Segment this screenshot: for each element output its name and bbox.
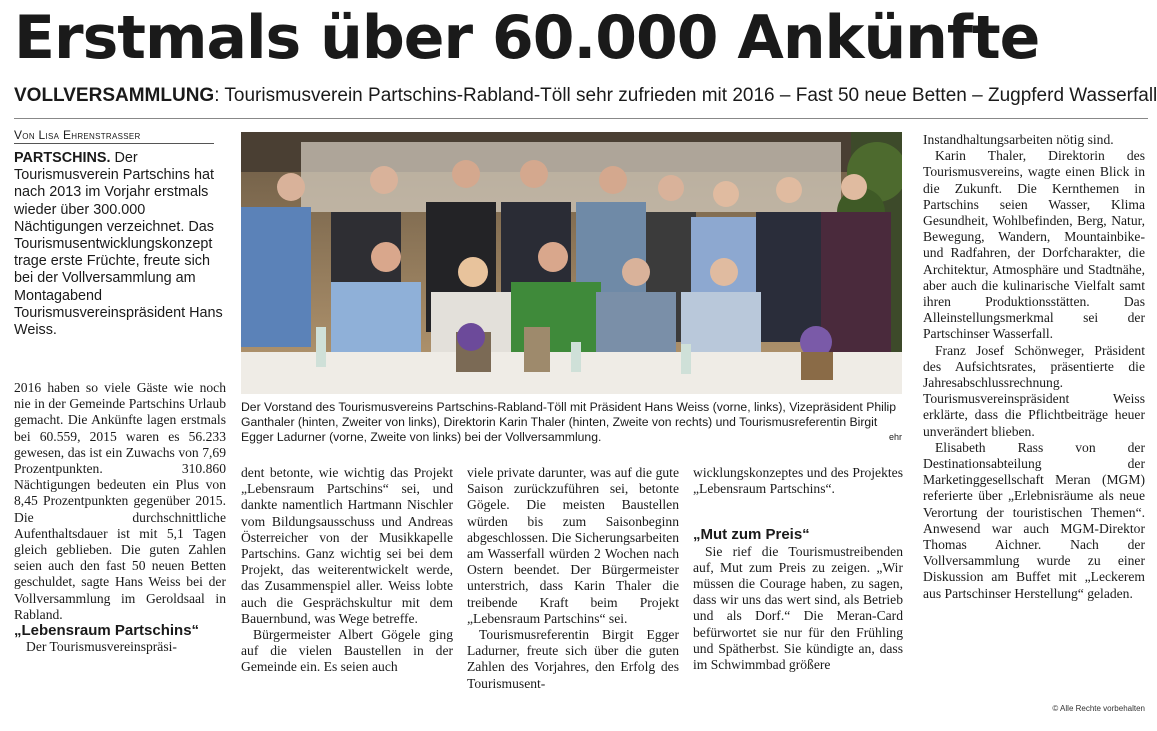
col5-paragraph-3: Franz Josef Schönweger, Präsident des Aufsichtsrates, präsentierte die Jahresabschlussrechnung. Tourismusvereinspräsident Weiss erklärte, dass die Pflichtbeiträge heuer unverändert blieben.	[923, 342, 1145, 439]
col5-paragraph-1: Instandhaltungsarbeiten nötig sind.	[923, 132, 1114, 147]
col5-paragraph-4: Elisabeth Rass von der Destinationsabteilung der Marketinggesellschaft Meran (MGM) referierte über „Erlebnisräume als neue Verortung der touristischen Themen“. Anwesend war auch MGM-Direktor Thomas Aichner. Nach der Vollversammlung wurde zu einer Diskussion am Buffet mit „Leckerem aus Partschinser Herstellung“ geladen.	[923, 439, 1145, 601]
col3-paragraph-2: Tourismusreferentin Birgit Egger Ladurner, freute sich über die guten Zahlen des Vorjahres, den Erfolg des Tourismusent-	[467, 627, 679, 691]
dateline: PARTSCHINS.	[14, 150, 111, 166]
column-5	[923, 132, 1145, 602]
col3-paragraph-1: viele private darunter, was auf die gute Saison zurückzuführen sei, betonte Gögele. Die meisten Baustellen würden bis zum Saisonbeginn abgeschlossen. Die Sicherungsarbeiten am Wasserfall würden 2 Wochen nach Ostern beendet. Der Bürgermeister unterstrich, dass Karin Thaler die treibende Kraft beim Projekt „Lebensraum Partschins“ sei.	[467, 465, 679, 626]
group-photo-illustration	[241, 132, 902, 394]
col1-intertitle: „Lebensraum Partschins“	[14, 622, 200, 640]
subhead-text: : Tourismusverein Partschins-Rabland-Töll sehr zufrieden mit 2016 – Fast 50 neue Betten – Zugpferd Wasserfall	[214, 85, 1157, 106]
photo-credit: ehr	[888, 432, 902, 442]
col4-paragraph-1: wicklungskonzeptes und des Projektes „Lebensraum Partschins“.	[693, 465, 903, 497]
subhead-kicker: VOLLVERSAMMLUNG	[14, 85, 215, 106]
author-byline: Von Lisa Ehrenstrasser	[14, 128, 214, 144]
header-rule	[14, 118, 1148, 119]
copyright-notice: © Alle Rechte vorbehalten	[1052, 704, 1145, 713]
photo-caption	[241, 400, 902, 445]
col2-paragraph-2: Bürgermeister Albert Gögele ging auf die vielen Baustellen in der Gemeinde ein. Es seien auch	[241, 627, 453, 675]
col4-intertitle: „Mut zum Preis“	[693, 526, 810, 544]
headline: Erstmals über 60.000 Ankünfte	[14, 3, 1040, 73]
lead-paragraph	[14, 150, 226, 339]
column-4	[693, 465, 903, 673]
column-2	[241, 465, 453, 676]
col1-paragraph-2: Der Tourismusvereinspräsi-	[26, 639, 177, 655]
col1-paragraph-1: 2016 haben so viele Gäste wie noch nie in der Gemeinde Partschins Urlaub gemacht. Die Ankünfte lagen erstmals bei 60.559, 2015 waren es 56.233 gewesen, das ist ein Zuwachs von 7,69 Prozentpunkten. 310.860 Nächtigungen bedeuten ein Plus von 8,45 Prozentpunkten gegenüber 2015. Die durchschnittliche Aufenthaltsdauer ist mit 5,1 Tagen gleich geblieben. Die guten Zahlen seien auch den fast 50 neuen Betten geschuldet, sagte Hans Weiss bei der Vollversammlung im Geroldsaal in Rabland.	[14, 380, 226, 622]
subhead	[14, 84, 1157, 108]
column-3	[467, 465, 679, 692]
col2-paragraph-1: dent betonte, wie wichtig das Projekt „Lebensraum Partschins“ sei, und dankte namentlich Hartmann Nischler vom Bildungsausschuss und Andreas Österreicher von der Musikkapelle Partschins. Ganz wichtig sei bei dem Projekt, das weiterentwickelt werde, das Zusammenspiel aller. Weiss lobte auch die Gesprächskultur mit dem Bauernbund, was Wege betreffe.	[241, 465, 453, 626]
photo-caption-text: Der Vorstand des Tourismusvereins Partschins-Rabland-Töll mit Präsident Hans Weiss (vorne, links), Vizepräsident Philip Ganthaler (hinten, Zweiter von links), Direktorin Karin Thaler (hinten, Zweite von rechts) und Tourismusreferentin Birgit Egger Ladurner (vorne, Zweite von links) bei der Vollversammlung.	[241, 400, 897, 444]
col5-paragraph-2: Karin Thaler, Direktorin des Tourismusvereins, wagte einen Blick in die Zukunft. Die Kernthemen in Partschins seien Wasser, Klima Gesundheit, Wohlbefinden, Berg, Natur, Bewegung, Wandern, Mountainbike- und Radfahren, der Dorfcharakter, die Architektur, Atmosphäre und Stadtnähe, aber auch die kulinarische Vielfalt samt ihren Produktionsstätten. Das Alleinstellungsmerkmal sei der Partschinser Wasserfall.	[923, 148, 1145, 342]
group-photo	[241, 132, 902, 394]
lead-text: Der Tourismusverein Partschins hat nach 2013 im Vorjahr erstmals wieder über 300.000 Nächtigungen verzeichnet. Das Tourismusentwicklungskonzept trage erste Früchte, freute sich bei der Vollversammlung am Montagabend Tourismusvereinspräsident Hans Weiss.	[14, 150, 223, 339]
col4-paragraph-2: Sie rief die Tourismustreibenden auf, Mut zum Preis zu zeigen. „Wir müssen die Courage haben, zu sagen, dass wir uns das wert sind, als Betrieb und als Dorf.“ Die Meran-Card befürwortet sie nur für den Frühling und Spätherbst. Sie kündigte an, dass im Schwimmbad größere	[693, 543, 903, 673]
column-1	[14, 380, 226, 655]
